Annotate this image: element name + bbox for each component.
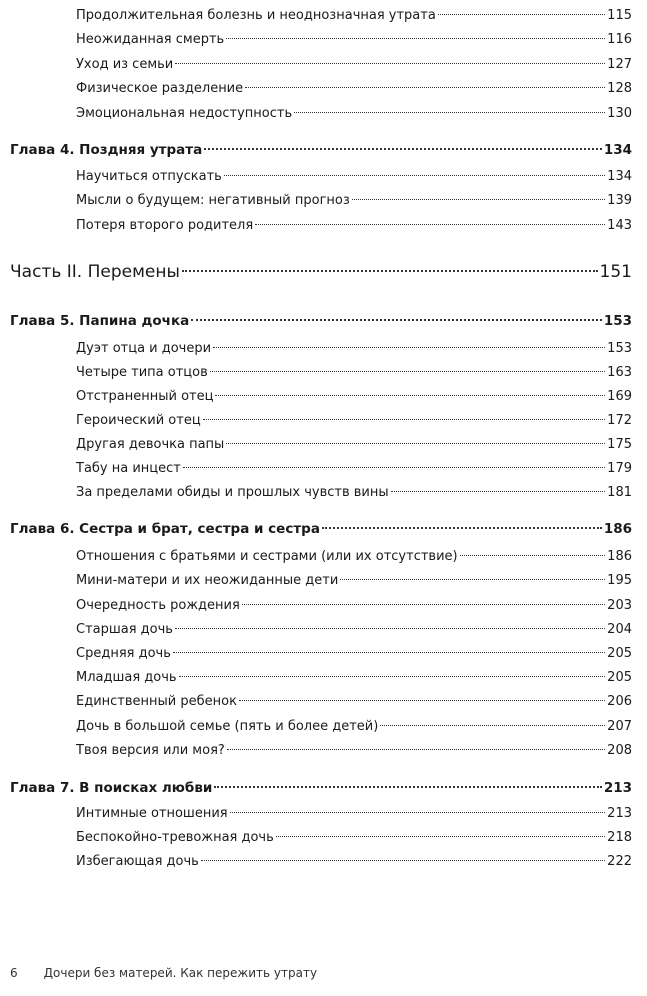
- toc-entry-page: 195: [607, 573, 632, 588]
- toc-entry: [76, 341, 632, 363]
- toc-entry-page: 213: [607, 806, 632, 821]
- toc-chapter-heading: [10, 780, 632, 802]
- dot-leader: [294, 112, 605, 113]
- dot-leader: [227, 749, 605, 750]
- toc-entry: [76, 719, 632, 741]
- toc-entry: [76, 389, 632, 411]
- toc-entry-page: 181: [607, 485, 632, 500]
- dot-leader: [391, 491, 606, 492]
- toc-entry-title: Героический отец: [76, 413, 201, 428]
- toc-entry-title: Отстраненный отец: [76, 389, 214, 404]
- dot-leader: [204, 148, 602, 150]
- toc-entry-title: Эмоциональная недоступность: [76, 106, 293, 121]
- toc-entry-title: Средняя дочь: [76, 646, 171, 661]
- toc-entry: [76, 598, 632, 620]
- toc-entry-page: 127: [607, 57, 632, 72]
- toc-entry-title: Мини-матери и их неожиданные дети: [76, 573, 339, 588]
- toc-entry-title: Часть II. Перемены: [10, 262, 180, 282]
- dot-leader: [380, 725, 605, 726]
- toc-entry-page: 207: [607, 719, 632, 734]
- toc-entry-page: 208: [607, 743, 632, 758]
- toc-entry-title: Дуэт отца и дочери: [76, 341, 212, 356]
- toc-entry-title: Другая девочка папы: [76, 437, 225, 452]
- toc-chapter-heading: [10, 313, 632, 335]
- dot-leader: [276, 836, 605, 837]
- toc-entry: [76, 81, 632, 103]
- toc-entry: [76, 485, 632, 507]
- toc-entry-title: Твоя версия или моя?: [76, 743, 225, 758]
- dot-leader: [226, 443, 605, 444]
- toc-entry-page: 151: [599, 262, 632, 282]
- dot-leader: [173, 652, 605, 653]
- toc-entry-title: Неожиданная смерть: [76, 32, 225, 47]
- toc-entry: [76, 830, 632, 852]
- toc-entry: [76, 193, 632, 215]
- toc-entry: [76, 218, 632, 240]
- toc-entry-page: 153: [607, 341, 632, 356]
- toc-entry: [76, 806, 632, 828]
- dot-leader: [438, 14, 605, 15]
- toc-entry-page: 172: [607, 413, 632, 428]
- dot-leader: [255, 224, 605, 225]
- dot-leader: [226, 38, 605, 39]
- dot-leader: [210, 371, 605, 372]
- page-footer: [10, 966, 317, 980]
- toc-entry-title: Отношения с братьями и сестрами (или их отсутствие): [76, 549, 458, 564]
- toc-entry-title: Научиться отпускать: [76, 169, 222, 184]
- dot-leader: [175, 628, 605, 629]
- toc-entry-page: 134: [607, 169, 632, 184]
- toc-entry-page: 204: [607, 622, 632, 637]
- dot-leader: [239, 700, 605, 701]
- dot-leader: [230, 812, 606, 813]
- toc-entry-title: Глава 7. В поисках любви: [10, 780, 213, 796]
- toc-entry: [76, 622, 632, 644]
- dot-leader: [191, 319, 602, 321]
- dot-leader: [242, 604, 605, 605]
- toc-entry-page: 163: [607, 365, 632, 380]
- toc-entry-title: Интимные отношения: [76, 806, 228, 821]
- toc-entry-title: Табу на инцест: [76, 461, 181, 476]
- toc-entry-page: 203: [607, 598, 632, 613]
- toc-entry-title: Беспокойно-тревожная дочь: [76, 830, 274, 845]
- toc-entry-page: 205: [607, 670, 632, 685]
- toc-entry: [76, 646, 632, 668]
- toc-entry-page: 186: [603, 521, 632, 537]
- dot-leader: [214, 786, 601, 788]
- toc-entry-page: 139: [607, 193, 632, 208]
- toc-entry-page: 169: [607, 389, 632, 404]
- toc-entry-title: Потеря второго родителя: [76, 218, 254, 233]
- toc-entry: [76, 461, 632, 483]
- toc-entry: [76, 365, 632, 387]
- toc-chapter-heading: [10, 142, 632, 164]
- toc-entry-title: Уход из семьи: [76, 57, 174, 72]
- toc-entry-title: Единственный ребенок: [76, 694, 237, 709]
- dot-leader: [352, 199, 605, 200]
- toc-entry-title: Глава 6. Сестра и брат, сестра и сестра: [10, 521, 320, 537]
- toc-entry-title: Дочь в большой семье (пять и более детей): [76, 719, 379, 734]
- toc-entry-title: Мысли о будущем: негативный прогноз: [76, 193, 350, 208]
- toc-entry: [76, 549, 632, 571]
- page-number: 6: [10, 966, 18, 980]
- toc-entry-page: 175: [607, 437, 632, 452]
- toc-entry-page: 134: [603, 142, 632, 158]
- toc-entry-title: Физическое разделение: [76, 81, 244, 96]
- toc-entry: [76, 743, 632, 765]
- toc-entry-page: 218: [607, 830, 632, 845]
- toc-entry-title: Младшая дочь: [76, 670, 177, 685]
- toc-entry-title: Четыре типа отцов: [76, 365, 208, 380]
- toc-part-heading: [10, 262, 632, 290]
- toc-entry-title: Глава 4. Поздняя утрата: [10, 142, 203, 158]
- dot-leader: [245, 87, 605, 88]
- dot-leader: [224, 175, 605, 176]
- toc-entry-title: Глава 5. Папина дочка: [10, 313, 190, 329]
- toc-entry-page: 206: [607, 694, 632, 709]
- dot-leader: [203, 419, 606, 420]
- dot-leader: [183, 467, 605, 468]
- dot-leader: [322, 527, 602, 529]
- dot-leader: [215, 395, 605, 396]
- toc-entry-page: 186: [607, 549, 632, 564]
- toc-entry-page: 116: [607, 32, 632, 47]
- toc-chapter-heading: [10, 521, 632, 543]
- running-title: Дочери без матерей. Как пережить утрату: [43, 966, 318, 980]
- toc-entry: [76, 32, 632, 54]
- dot-leader: [179, 676, 606, 677]
- toc-entry-title: За пределами обиды и прошлых чувств вины: [76, 485, 389, 500]
- toc-entry-page: 213: [603, 780, 632, 796]
- toc-entry: [76, 106, 632, 128]
- dot-leader: [182, 270, 598, 272]
- toc-entry-title: Избегающая дочь: [76, 854, 199, 869]
- toc-entry-page: 130: [607, 106, 632, 121]
- dot-leader: [175, 63, 605, 64]
- toc-entry: [76, 573, 632, 595]
- toc-entry: [76, 57, 632, 79]
- toc-entry-page: 222: [607, 854, 632, 869]
- toc-entry-page: 115: [607, 8, 632, 23]
- toc-entry-page: 179: [607, 461, 632, 476]
- dot-leader: [213, 347, 605, 348]
- toc-entry-page: 143: [607, 218, 632, 233]
- toc-entry: [76, 8, 632, 30]
- toc-entry-title: Продолжительная болезнь и неоднозначная утрата: [76, 8, 436, 23]
- toc-entry-title: Старшая дочь: [76, 622, 173, 637]
- dot-leader: [460, 555, 606, 556]
- toc-entry-page: 205: [607, 646, 632, 661]
- toc-entry-title: Очередность рождения: [76, 598, 240, 613]
- toc-entry: [76, 694, 632, 716]
- dot-leader: [201, 860, 605, 861]
- toc-entry-page: 128: [607, 81, 632, 96]
- toc-entry: [76, 169, 632, 191]
- toc-entry: [76, 670, 632, 692]
- toc-entry-page: 153: [603, 313, 632, 329]
- toc-entry: [76, 854, 632, 876]
- toc-entry: [76, 413, 632, 435]
- toc-entry: [76, 437, 632, 459]
- dot-leader: [340, 579, 605, 580]
